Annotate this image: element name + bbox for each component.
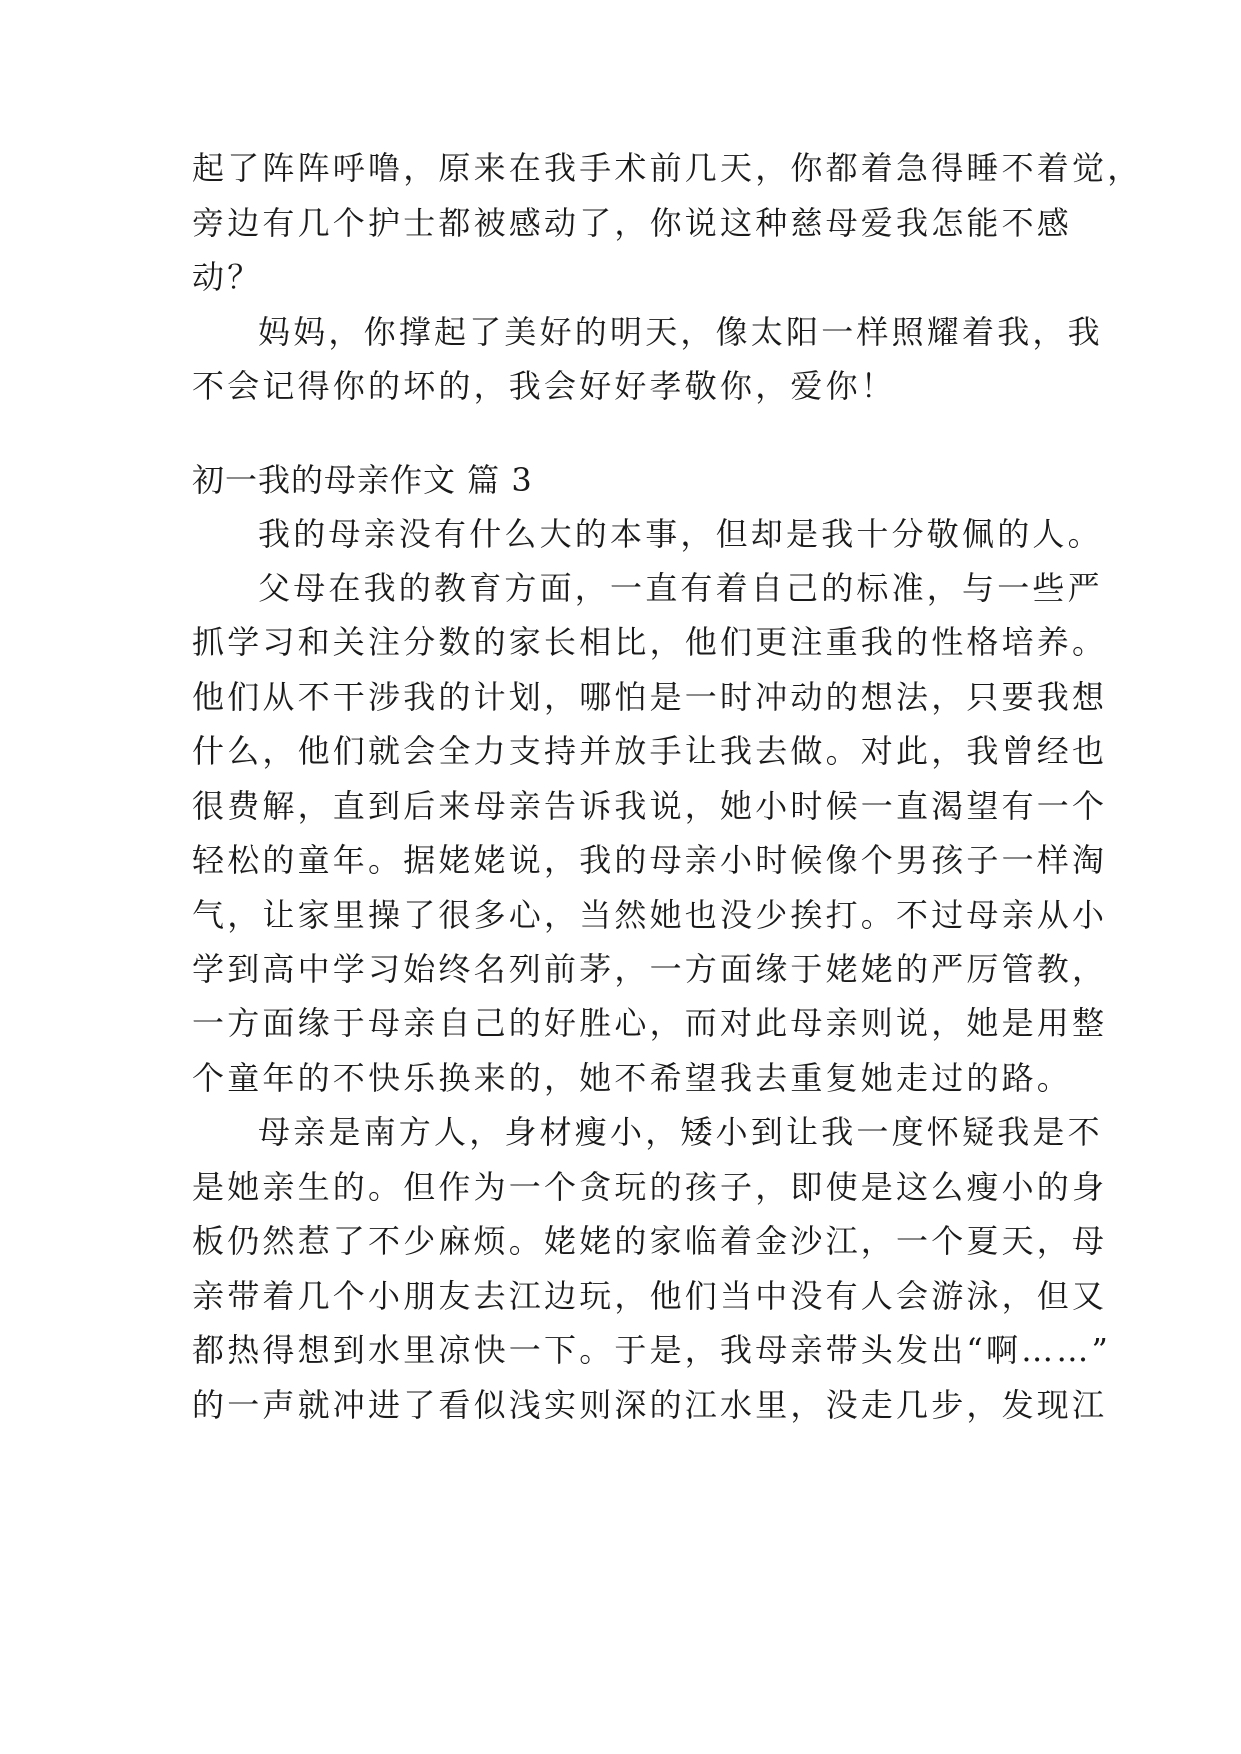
paragraph-line: 是她亲生的。但作为一个贪玩的孩子，即使是这么瘦小的身 <box>192 1168 1108 1206</box>
paragraph-line: 父母在我的教育方面，一直有着自己的标准，与一些严 <box>258 569 1103 607</box>
paragraph-line: 一方面缘于母亲自己的好胜心，而对此母亲则说，她是用整 <box>192 1004 1108 1042</box>
paragraph-line: 的一声就冲进了看似浅实则深的江水里，没走几步，发现江 <box>192 1386 1108 1424</box>
paragraph-line: 很费解，直到后来母亲告诉我说，她小时候一直渴望有一个 <box>192 787 1108 825</box>
paragraph-line: 轻松的童年。据姥姥说，我的母亲小时候像个男孩子一样淘 <box>192 841 1108 879</box>
paragraph-line: 什么，他们就会全力支持并放手让我去做。对此，我曾经也 <box>192 732 1108 770</box>
paragraph-line: 个童年的不快乐换来的，她不希望我去重复她走过的路。 <box>192 1059 1073 1097</box>
paragraph-line: 抓学习和关注分数的家长相比，他们更注重我的性格培养。 <box>192 623 1108 661</box>
paragraph-line: 亲带着几个小朋友去江边玩，他们当中没有人会游泳，但又 <box>192 1277 1108 1315</box>
paragraph-line: 都热得想到水里凉快一下。于是，我母亲带头发出“啊……” <box>192 1331 1112 1369</box>
paragraph-line: 起了阵阵呼噜，原来在我手术前几天，你都着急得睡不着觉， <box>192 149 1143 187</box>
paragraph-line: 旁边有几个护士都被感动了，你说这种慈母爱我怎能不感 <box>192 204 1073 242</box>
paragraph-line: 母亲是南方人，身材瘦小，矮小到让我一度怀疑我是不 <box>258 1113 1103 1151</box>
paragraph-line: 气，让家里操了很多心，当然她也没少挨打。不过母亲从小 <box>192 896 1108 934</box>
paragraph-line: 妈妈，你撑起了美好的明天，像太阳一样照耀着我，我 <box>258 313 1103 351</box>
paragraph-line: 板仍然惹了不少麻烦。姥姥的家临着金沙江，一个夏天，母 <box>192 1222 1108 1260</box>
paragraph-line: 动？ <box>192 258 263 296</box>
paragraph-line: 我的母亲没有什么大的本事，但却是我十分敬佩的人。 <box>258 515 1103 553</box>
paragraph-line: 不会记得你的坏的，我会好好孝敬你，爱你！ <box>192 367 897 405</box>
paragraph-line: 他们从不干涉我的计划，哪怕是一时冲动的想法，只要我想 <box>192 678 1108 716</box>
section-heading: 初一我的母亲作文 篇 3 <box>192 461 533 499</box>
paragraph-line: 学到高中学习始终名列前茅，一方面缘于姥姥的严厉管教， <box>192 950 1108 988</box>
